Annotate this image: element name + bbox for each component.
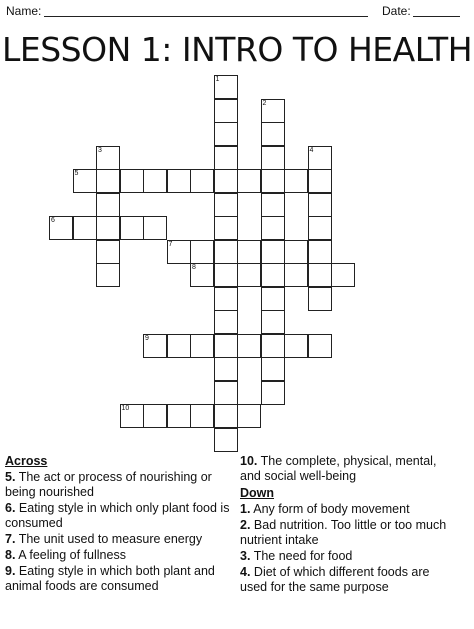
grid-cell[interactable]: [96, 169, 120, 193]
grid-cell[interactable]: [96, 146, 120, 170]
grid-cell[interactable]: [167, 404, 191, 428]
grid-cell[interactable]: [261, 381, 285, 405]
grid-cell[interactable]: [96, 193, 120, 217]
grid-cell[interactable]: [284, 263, 308, 287]
grid-cell[interactable]: [308, 287, 332, 311]
grid-cell[interactable]: [190, 404, 214, 428]
grid-cell[interactable]: [190, 240, 214, 264]
clue-number: 7: [168, 240, 173, 248]
clue-number: 9: [145, 334, 149, 342]
grid-cell[interactable]: [261, 240, 285, 264]
right-clues: [240, 454, 460, 596]
grid-cell[interactable]: [261, 99, 285, 123]
grid-cell[interactable]: [214, 216, 238, 240]
date-label: Date:: [382, 4, 411, 18]
grid-cell[interactable]: [96, 216, 120, 240]
grid-cell[interactable]: [261, 357, 285, 381]
grid-cell[interactable]: [143, 404, 167, 428]
grid-cell[interactable]: [96, 240, 120, 264]
grid-cell[interactable]: [237, 404, 261, 428]
grid-cell[interactable]: [214, 263, 238, 287]
grid-cell[interactable]: [214, 99, 238, 123]
grid-cell[interactable]: [261, 216, 285, 240]
grid-cell[interactable]: [308, 240, 332, 264]
grid-cell[interactable]: [261, 287, 285, 311]
grid-cell[interactable]: [120, 216, 144, 240]
clue-across-6: 6. Eating style in which only plant food is consumed: [5, 501, 230, 530]
header: [6, 2, 468, 20]
grid-cell[interactable]: [190, 334, 214, 358]
down-heading: Down: [240, 486, 275, 500]
grid-cell[interactable]: [73, 216, 97, 240]
grid-cell[interactable]: [49, 216, 73, 240]
grid-cell[interactable]: [214, 146, 238, 170]
grid-cell[interactable]: [143, 334, 167, 358]
clue-number: 3: [98, 146, 102, 154]
grid-cell[interactable]: [261, 310, 285, 334]
grid-cell[interactable]: [284, 169, 308, 193]
clue-down-3: 3. The need for food: [240, 549, 353, 563]
clue-down-2: 2. Bad nutrition. Too little or too much nutrient intake: [240, 518, 447, 547]
clue-number: 2: [262, 99, 267, 107]
grid-cell[interactable]: [308, 334, 332, 358]
clue-across-7: 7. The unit used to measure energy: [5, 532, 203, 546]
clue-across-5: 5. The act or process of nourishing or being nourished: [5, 470, 212, 499]
grid-cell[interactable]: [284, 240, 308, 264]
across-heading: Across: [5, 454, 48, 468]
grid-cell[interactable]: [237, 334, 261, 358]
grid-cell[interactable]: [284, 334, 308, 358]
clue-number: 10: [121, 405, 130, 412]
grid-cell[interactable]: [261, 334, 285, 358]
grid-cell[interactable]: [237, 263, 261, 287]
grid-cell[interactable]: [120, 169, 144, 193]
grid-cell[interactable]: [308, 169, 332, 193]
grid-cell[interactable]: [167, 169, 191, 193]
grid-cell[interactable]: [73, 169, 97, 193]
grid-cell[interactable]: [143, 216, 167, 240]
clue-across-10: 10. The complete, physical, mental, and social well-being: [240, 454, 437, 483]
clue-down-4: 4. Diet of which different foods are used for the same purpose: [240, 565, 430, 594]
grid-cell[interactable]: [214, 428, 238, 452]
grid-cell[interactable]: [214, 75, 238, 99]
grid-cell[interactable]: [261, 263, 285, 287]
grid-cell[interactable]: [261, 146, 285, 170]
grid-cell[interactable]: [308, 146, 332, 170]
grid-cell[interactable]: [308, 216, 332, 240]
clue-across-9: 9. Eating style in which both plant and animal foods are consumed: [5, 564, 215, 593]
grid-cell[interactable]: [214, 310, 238, 334]
clue-down-1: 1. Any form of body movement: [240, 502, 410, 516]
grid-cell[interactable]: [143, 169, 167, 193]
grid-cell[interactable]: [214, 169, 238, 193]
grid-cell[interactable]: [214, 334, 238, 358]
grid-cell[interactable]: [261, 122, 285, 146]
grid-cell[interactable]: [261, 193, 285, 217]
clue-number: 6: [51, 217, 55, 224]
grid-cell[interactable]: [214, 381, 238, 405]
grid-cell[interactable]: [190, 263, 214, 287]
grid-cell[interactable]: [214, 404, 238, 428]
clue-number: 8: [192, 264, 196, 271]
grid-cell[interactable]: [237, 169, 261, 193]
grid-cell[interactable]: [308, 193, 332, 217]
grid-cell[interactable]: [331, 263, 355, 287]
date-field[interactable]: [413, 16, 460, 17]
clue-across-8: 8. A feeling of fullness: [5, 548, 126, 562]
grid-cell[interactable]: [261, 169, 285, 193]
grid-cell[interactable]: [214, 193, 238, 217]
page-title: LESSON 1: INTRO TO HEALTH: [1, 30, 473, 69]
grid-cell[interactable]: [237, 240, 261, 264]
grid-cell[interactable]: [167, 334, 191, 358]
across-clues: [5, 454, 233, 595]
grid-cell[interactable]: [308, 263, 332, 287]
grid-cell[interactable]: [190, 169, 214, 193]
clue-number: 4: [309, 146, 314, 154]
name-label: Name:: [6, 4, 42, 18]
grid-cell[interactable]: [167, 240, 191, 264]
grid-cell[interactable]: [214, 240, 238, 264]
grid-cell[interactable]: [96, 263, 120, 287]
clue-number: 1: [215, 76, 220, 83]
name-field[interactable]: [44, 16, 368, 17]
clue-number: 5: [74, 170, 79, 177]
grid-cell[interactable]: [214, 122, 238, 146]
grid-cell[interactable]: [214, 357, 238, 381]
grid-cell[interactable]: [120, 404, 144, 428]
grid-cell[interactable]: [214, 287, 238, 311]
